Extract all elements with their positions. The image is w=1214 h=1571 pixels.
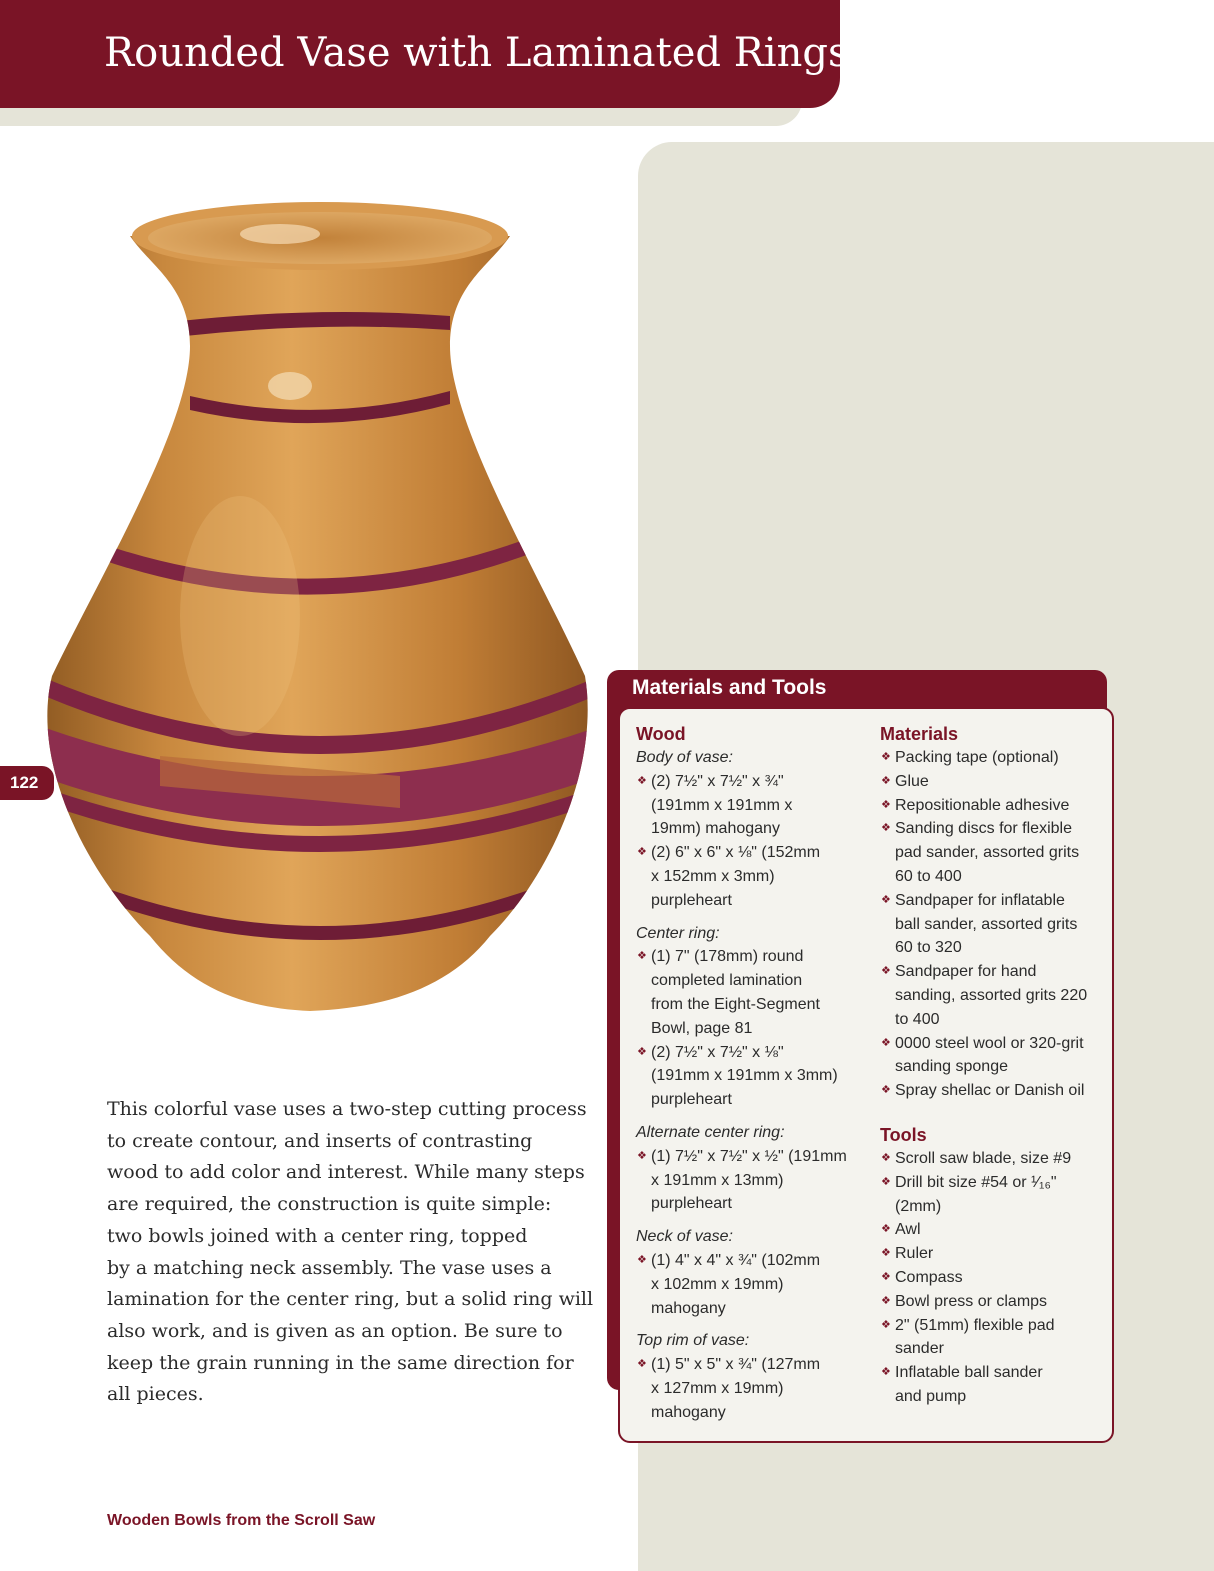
list-item [880,770,1106,794]
item-line: Ruler [895,1245,934,1263]
bullet-icon: ❖ [881,1270,891,1283]
bullet-icon: ❖ [637,1358,647,1371]
wood-heading: Wood [636,724,686,744]
bullet-icon: ❖ [637,846,647,859]
tools-list [880,1147,1106,1409]
item-line: Bowl press or clamps [895,1292,1048,1310]
item-line: purpleheart [651,1195,732,1213]
item-line: (1) 5" x 5" x ¾" (127mm [651,1356,821,1374]
item-line: mahogany [651,1299,726,1317]
intro-line: two bowls joined with a center ring, topped [107,1224,528,1247]
bullet-icon: ❖ [637,1149,647,1162]
wood-group-label: Top rim of vase: [636,1332,750,1350]
bullet-icon: ❖ [881,774,891,787]
materials-heading: Materials [880,724,959,744]
intro-line: all pieces. [107,1383,204,1406]
item-line: Sanding discs for flexible [895,820,1072,838]
intro-line: are required, the construction is quite simple: [107,1193,552,1216]
materials-tools-column [880,720,1106,1409]
item-line: x 152mm x 3mm) [651,867,775,885]
item-line: 2" (51mm) flexible pad [895,1316,1055,1334]
intro-line: by a matching neck assembly. The vase uses a [107,1256,552,1279]
tools-heading: Tools [880,1124,927,1145]
bullet-icon: ❖ [881,751,891,763]
vase-photo [40,196,600,1026]
intro-line: also work, and is given as an option. Be sure to [107,1319,563,1342]
list-item [880,1361,1106,1409]
materials-list [880,746,1106,1103]
bullet-icon: ❖ [881,1366,891,1379]
list-item [880,1242,1106,1266]
item-line: (1) 7½" x 7½" x ½" (191mm [651,1147,847,1165]
item-line: (191mm x 191mm x [651,796,793,814]
list-item [880,1171,1106,1219]
list-item [636,1145,872,1216]
list-item [636,1249,872,1320]
item-line: Compass [895,1268,963,1286]
wood-group-label: Body of vase: [636,749,733,766]
item-line: (1) 7" (178mm) round [651,948,804,966]
list-item [636,770,872,841]
materials-box-title: Materials and Tools [632,676,827,699]
item-line: and pump [895,1387,967,1405]
wood-list [636,945,872,1112]
bullet-icon: ❖ [881,822,891,835]
item-line: Packing tape (optional) [895,749,1059,766]
bullet-icon: ❖ [881,1247,891,1260]
list-item [636,1353,872,1424]
wood-group-label: Neck of vase: [636,1228,733,1246]
item-line: x 127mm x 19mm) [651,1379,784,1397]
item-line: Awl [895,1221,921,1239]
item-line: (1) 4" x 4" x ¾" (102mm [651,1251,821,1269]
bullet-icon: ❖ [881,1084,891,1097]
intro-line: keep the grain running in the same direction for [107,1351,574,1374]
list-item [880,1290,1106,1314]
item-line: 19mm) mahogany [651,820,780,838]
list-item [880,1266,1106,1290]
list-item [636,841,872,912]
item-line: pad sander, assorted grits [895,844,1080,862]
item-line: Repositionable adhesive [895,796,1070,814]
bullet-icon: ❖ [881,798,891,811]
item-line: (2mm) [895,1197,942,1215]
bullet-icon: ❖ [881,1175,891,1188]
item-line: ball sander, assorted grits [895,915,1078,933]
wood-list [636,770,872,913]
item-line: x 102mm x 19mm) [651,1275,784,1293]
item-line: mahogany [651,1403,726,1421]
intro-line: wood to add color and interest. While many steps [107,1161,585,1184]
list-item [880,794,1106,818]
wood-list [636,1249,872,1320]
bullet-icon: ❖ [881,965,891,978]
intro-line: This colorful vase uses a two-step cutting process [107,1098,587,1120]
list-item [880,1079,1106,1103]
bullet-icon: ❖ [881,1318,891,1331]
item-line: completed lamination [651,972,803,990]
item-line: 60 to 320 [895,939,962,957]
page-title: Rounded Vase with Laminated Rings [104,30,849,76]
item-line: Spray shellac or Danish oil [895,1082,1085,1100]
wood-group-label: Center ring: [636,924,720,942]
list-item [880,960,1106,1031]
item-line: purpleheart [651,1091,732,1109]
item-line: Glue [895,772,929,790]
item-line: Scroll saw blade, size #9 [895,1149,1072,1167]
item-line: (191mm x 191mm x 3mm) [651,1067,838,1085]
list-item [636,1041,872,1112]
item-line: sander [895,1340,944,1358]
item-line: Sandpaper for hand [895,963,1037,981]
list-item [880,1147,1106,1171]
item-line: purpleheart [651,891,732,909]
item-line: x 191mm x 13mm) [651,1171,784,1189]
item-line: (2) 7½" x 7½" x ⅛" [651,1043,784,1061]
item-line: 60 to 400 [895,867,962,885]
bullet-icon: ❖ [637,1045,647,1058]
item-line: (2) 7½" x 7½" x ¾" [651,772,784,790]
intro-line: lamination for the center ring, but a solid ring will [107,1288,594,1311]
list-item [880,746,1106,770]
item-line: Drill bit size #54 or ¹⁄₁₆" [895,1173,1057,1191]
book-title-footer: Wooden Bowls from the Scroll Saw [107,1512,376,1529]
bullet-icon: ❖ [637,774,647,787]
item-line: sanding, assorted grits 220 [895,986,1088,1004]
list-item [880,1314,1106,1362]
bullet-icon: ❖ [637,950,647,963]
page-number-tab: 122 [0,766,54,800]
list-item [880,1218,1106,1242]
list-item [636,945,872,1040]
bullet-icon: ❖ [637,1253,647,1266]
wood-list [636,1353,872,1424]
item-line: sanding sponge [895,1058,1008,1076]
wood-column [636,720,872,1425]
bullet-icon: ❖ [881,1151,891,1164]
list-item [880,1032,1106,1080]
item-line: Inflatable ball sander [895,1364,1043,1382]
item-line: Bowl, page 81 [651,1019,753,1037]
item-line: from the Eight-Segment [651,995,820,1013]
item-line: 0000 steel wool or 320-grit [895,1034,1084,1052]
bullet-icon: ❖ [881,1036,891,1049]
intro-line: to create contour, and inserts of contrasting [107,1129,533,1152]
wood-list [636,1145,872,1216]
bullet-icon: ❖ [881,1294,891,1307]
item-line: to 400 [895,1010,940,1028]
intro-paragraph [107,1094,594,1411]
bullet-icon: ❖ [881,1223,891,1236]
list-item [880,889,1106,960]
item-line: (2) 6" x 6" x ⅛" (152mm [651,844,821,862]
list-item [880,817,1106,888]
item-line: Sandpaper for inflatable [895,891,1065,909]
bullet-icon: ❖ [881,893,891,906]
wood-group-label: Alternate center ring: [636,1123,785,1141]
